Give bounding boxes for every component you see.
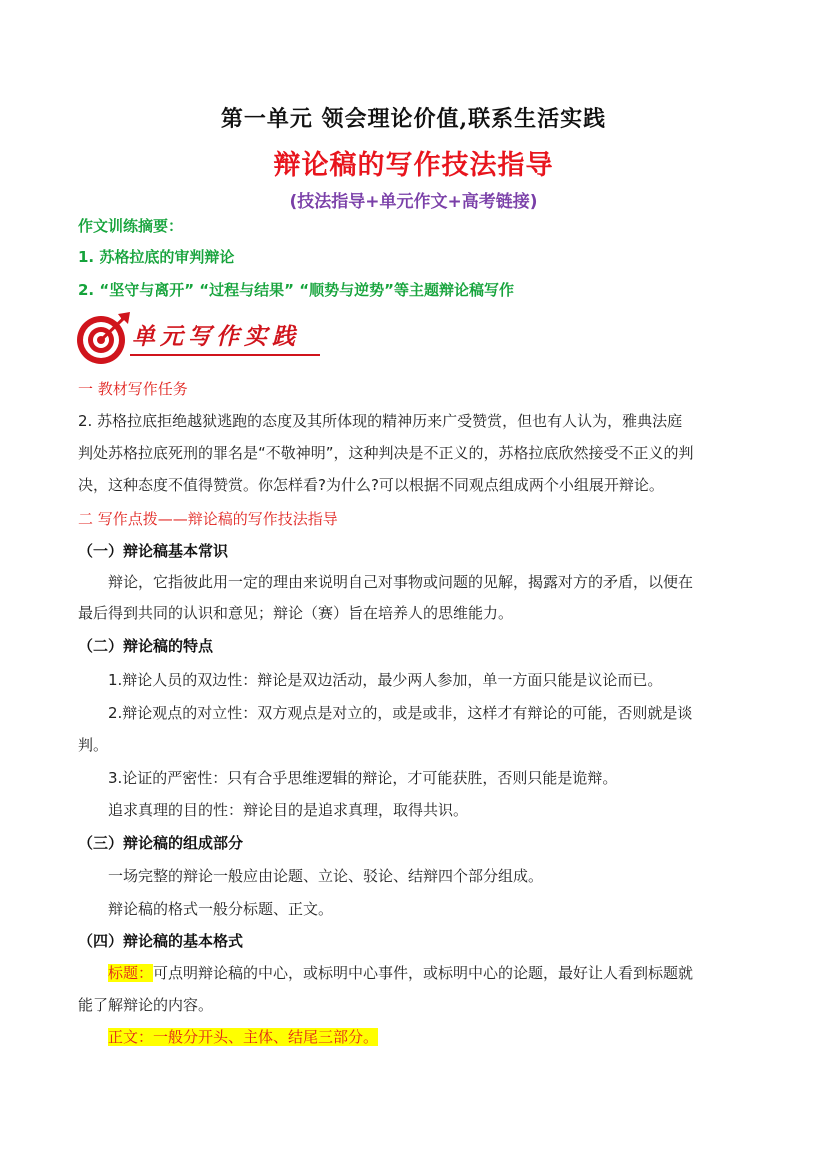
title-rest-text: 可点明辩论稿的中心，或标明中心事件，或标明中心的论题，最好让人看到标题就 [153,964,694,982]
sub3-point-1: 一场完整的辩论一般应由论题、立论、驳论、结辩四个部分组成。 [108,867,544,885]
banner-label: 单元写作实践 [132,323,300,350]
sub4-title-line-2: 能了解辩论的内容。 [78,996,214,1014]
summary-heading: 作文训练摘要： [78,217,184,235]
unit-title: 第一单元 领会理论价值,联系生活实践 [220,106,607,132]
subtitle: (技法指导+单元作文+高考链接) [289,192,538,212]
section2-heading: 二 写作点拨——辩论稿的写作技法指导 [78,510,338,528]
sub2-point-3: 3.论证的严密性：只有合乎思维逻辑的辩论，才可能获胜，否则只能是诡辩。 [108,769,618,787]
banner-underline [130,354,320,356]
title-label-highlight: 标题： [108,964,154,982]
sub4-body-line [108,1026,378,1047]
section1-line-3: 决，这种态度不值得赞赏。你怎样看?为什么?可以根据不同观点组成两个小组展开辩论。 [78,476,664,494]
sub1-line-2: 最后得到共同的认识和意见；辩论（赛）旨在培养人的思维能力。 [78,604,514,622]
sub2-point-2-line-1: 2.辩论观点的对立性：双方观点是对立的，或是或非，这样才有辩论的可能，否则就是谈 [108,704,693,722]
sub2-point-4: 追求真理的目的性：辩论目的是追求真理，取得共识。 [108,801,469,819]
sub4-title-line-1 [108,962,693,983]
sub2-heading: （二）辩论稿的特点 [78,637,214,655]
sub3-point-2: 辩论稿的格式一般分标题、正文。 [108,900,334,918]
sub3-heading: （三）辩论稿的组成部分 [78,834,244,852]
target-icon [74,310,134,366]
sub4-heading: （四）辩论稿的基本格式 [78,932,244,950]
body-format-highlight: 正文：一般分开头、主体、结尾三部分。 [108,1028,379,1046]
sub1-heading: （一）辩论稿基本常识 [78,542,229,560]
main-title: 辩论稿的写作技法指导 [273,150,554,181]
section1-line-2: 判处苏格拉底死刑的罪名是“不敬神明”，这种判决是不正义的，苏格拉底欣然接受不正义的判 [78,444,694,462]
sub1-line-1: 辩论，它指彼此用一定的理由来说明自己对事物或问题的见解，揭露对方的矛盾，以便在 [108,573,694,591]
section1-heading: 一 教材写作任务 [78,380,188,398]
summary-item-2: 2. “坚守与离开” “过程与结果” “顺势与逆势”等主题辩论稿写作 [78,281,514,299]
section1-line-1: 2. 苏格拉底拒绝越狱逃跑的态度及其所体现的精神历来广受赞赏，但也有人认为，雅典法庭 [78,412,683,430]
sub2-point-1: 1.辩论人员的双边性：辩论是双边活动，最少两人参加，单一方面只能是议论而已。 [108,671,663,689]
summary-item-1: 1. 苏格拉底的审判辩论 [78,248,235,266]
sub2-point-2-line-2: 判。 [78,736,109,754]
